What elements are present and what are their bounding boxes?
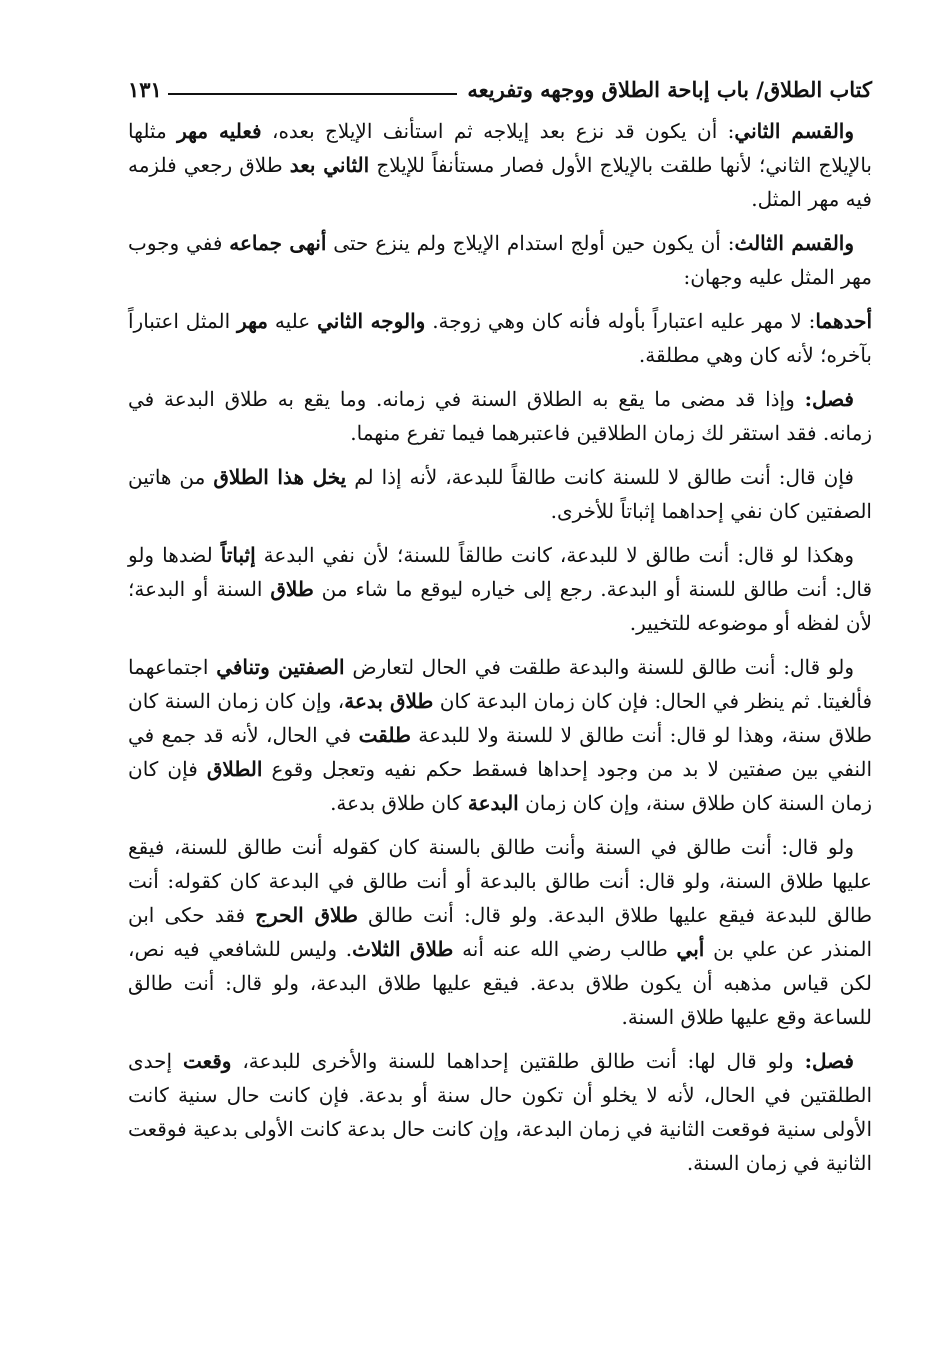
text-run: ، وإن كان زمان السنة كان طلاق سنة، وهذا لو قال: أنت طالق لا للسنة ولا للبدعة [128, 689, 872, 747]
text-run: طالب رضي الله عنه أنه [453, 937, 677, 961]
book-page [128, 72, 872, 1342]
text-run: لضدها ولو قال: أنت طالق للسنة أو البدعة. رجع إلى خياره ليوقع ما شاء من [128, 543, 873, 601]
paragraph [128, 650, 872, 820]
bold-term: إثباتاً [220, 543, 256, 567]
paragraph [128, 114, 872, 216]
text-run: من هاتين الصفتين كان نفي إحداهما إثباتاً للأخرى. [128, 465, 872, 523]
header-title: كتاب الطلاق/ باب إباحة الطلاق ووجهه وتفريعه [467, 77, 872, 102]
text-run: فإن قال: أنت طالق لا للسنة كانت طالقاً للبدعة، لأنه إذا لم [346, 465, 854, 489]
text-run: ففي وجوب مهر المثل عليه وجهان: [128, 231, 872, 289]
bold-term: طلاق [270, 577, 314, 601]
paragraph [128, 538, 872, 640]
running-head [128, 72, 872, 108]
bold-term: والقسم الثالث [734, 231, 855, 255]
text-run: اجتماعهما فألغيتا. ثم ينظر في الحال: فإن كان زمان البدعة كان [128, 655, 872, 713]
bold-term: الثاني بعد [289, 153, 370, 177]
paragraph [128, 226, 872, 294]
text-run: : لا مهر عليه اعتباراً بأوله فأنه كان وهي زوجة. [425, 309, 816, 333]
bold-term: طلاق الحرج [255, 903, 358, 927]
paragraph [128, 382, 872, 450]
bold-term: فصل: [804, 1049, 854, 1073]
bold-term: وقعت [182, 1049, 232, 1073]
text-run: فإن كان زمان السنة كان طلاق سنة، وإن كان زمان [128, 757, 872, 815]
text-run: عليه [268, 309, 318, 333]
page-number: ١٣١ [128, 77, 162, 102]
bold-term: يخل هذا الطلاق [213, 465, 347, 489]
bold-term: أنهى جماعه [229, 231, 327, 255]
text-run: : أن يكون حين أولج استدام الإيلاج ولم ينزع حتى [326, 231, 735, 255]
bold-term: أحدهما [815, 309, 873, 333]
text-run: السنة أو البدعة؛ لأن لفظه أو موضوعه للتخيير. [128, 577, 872, 635]
header-rule [168, 93, 458, 95]
paragraph [128, 460, 872, 528]
text-run: فقد حكى ابن المنذر عن علي بن [128, 903, 872, 961]
text-run: مثلها بالإيلاج الثاني؛ لأنها طلقت بالإيلاج الأول فصار مستأنفاً للإيلاج [128, 119, 872, 177]
text-run: كان طلاق بدعة. [330, 791, 468, 815]
paragraph [128, 830, 872, 1034]
text-run: : أن يكون قد نزع بعد إيلاجه ثم استأنف الإيلاج بعده، [261, 119, 735, 143]
bold-term: أبي [676, 937, 705, 961]
text-run: . وليس للشافعي فيه نص، لكن قياس مذهبه أن يكون طلاق بدعة. فيقع عليها طلاق البدعة، ولو قال: أنت طالق للساعة وقع عليها طلاق السنة. [128, 937, 872, 1029]
text-body [128, 114, 872, 1180]
bold-term: طلاق بدعة [344, 689, 434, 713]
text-run: ولو قال لها: أنت طالق طلقتين إحداهما للسنة والأخرى للبدعة، [231, 1049, 805, 1073]
bold-term: فعليه مهر [177, 119, 262, 143]
text-run: ولو قال: أنت طالق في السنة وأنت طالق بالسنة كان كقوله أنت طالق للسنة، فيقع عليها طلاق السنة، ولو قال: أنت طالق بالبدعة أو أنت طالق في البدعة كان كقوله: أنت طالق للبدعة فيقع عليها طلاق البدعة. ولو قال: أنت طالق [128, 835, 872, 927]
bold-term: طلقت [358, 723, 411, 747]
bold-term: الطلاق [206, 757, 263, 781]
text-run: في الحال، لأنه قد جمع في النفي بين صفتين لا بد من وجود إحداها فسقط حكم نفيه وتعجل وقوع [128, 723, 873, 781]
bold-term: مهر [237, 309, 268, 333]
text-run: وهكذا لو قال: أنت طالق لا للبدعة، كانت طالقاً للسنة؛ لأن نفي البدعة [255, 543, 855, 567]
text-run: إحدى الطلقتين في الحال، لأنه لا يخلو أن تكون حال سنة أو بدعة. فإن كانت حال سنية كانت الأولى سنية فوقعت الثانية في زمان البدعة، وإن كانت حال بدعة كانت الأولى بدعية فوقعت الثانية في زمان السنة. [128, 1049, 872, 1175]
bold-term: والوجه الثاني [317, 309, 426, 333]
bold-term: والقسم الثاني [734, 119, 854, 143]
bold-term: البدعة [467, 791, 519, 815]
text-run: المثل اعتباراً بآخره؛ لأنه كان وهي مطلقة. [128, 309, 872, 367]
text-run: ولو قال: أنت طالق للسنة والبدعة طلقت في الحال لتعارض [344, 655, 854, 679]
paragraph [128, 1044, 872, 1180]
paragraph [128, 304, 872, 372]
text-run: وإذا قد مضى ما يقع به الطلاق السنة في زمانه. وما يقع به طلاق البدعة في زمانه. فقد استقر لك زمان الطلاقين فاعتبرهما فيما تفرع منهما. [128, 387, 872, 445]
bold-term: الصفتين وتنافي [216, 655, 345, 679]
text-run: طلاق رجعي فلزمه فيه مهر المثل. [128, 153, 872, 211]
bold-term: فصل: [804, 387, 854, 411]
bold-term: طلاق الثلاث [352, 937, 454, 961]
